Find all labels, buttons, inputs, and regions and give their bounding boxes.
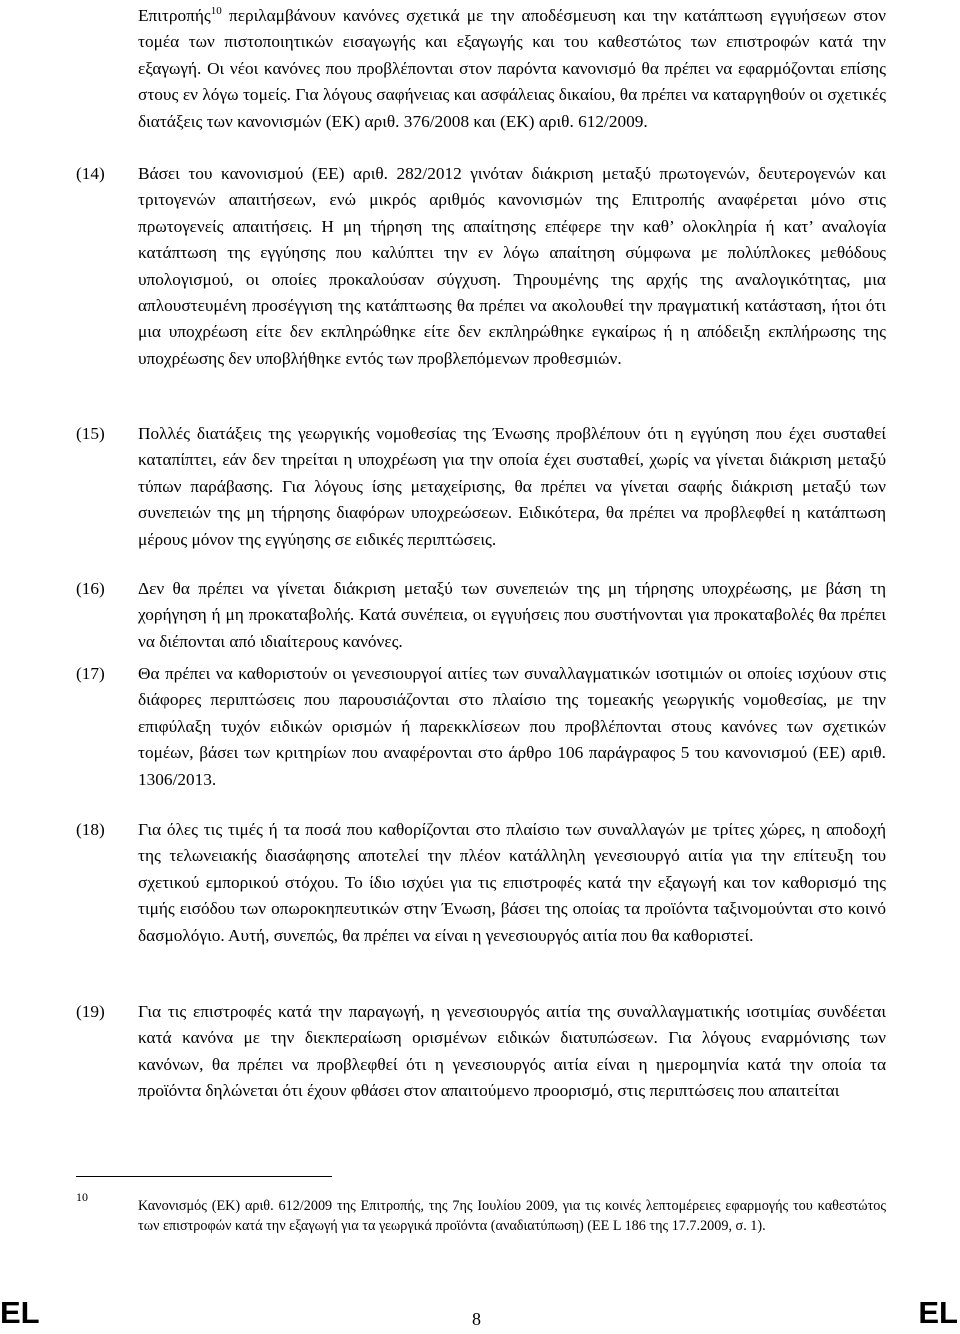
paragraph-text: Επιτροπής <box>138 6 211 25</box>
paragraph-19: Για τις επιστροφές κατά την παραγωγή, η γενεσιουργός αιτία της συναλλαγματικής ισοτιμίας συνδέεται κατά κανόνα με την διεκπεραίωση ορισμένων ειδικών διατυπώσεων. Για λόγους εναρμόνισης των κανόνων, θα πρέπει να προβλεφθεί ότι η γενεσιουργός αιτία είναι η ημερομηνία κατά την οποία τα προϊόντα δηλώνεται ότι έχουν φθάσει στον απαιτούμενο προορισμό, στις περιπτώσεις που απαιτείται <box>138 1002 886 1101</box>
page-number: 8 <box>472 1309 481 1329</box>
paragraph-17: Θα πρέπει να καθοριστούν οι γενεσιουργοί αιτίες των συναλλαγματικών ισοτιμιών οι οποίες ισχύουν στις διάφορες περιπτώσεις που παρουσιάζονται στο πλαίσιο της τομεακής γεωργικής νομοθεσίας, με την επιφύλαξη τυχόν ειδικών ορισμών ή παρεκκλίσεων που προβλέπονται στους κανόνες των σχετικών τομέων, βάσει των κριτηρίων που αναφέρονται στο άρθρο 106 παράγραφος 5 του κανονισμού (ΕΕ) αριθ. 1306/2013. <box>138 664 886 789</box>
paragraph-text: περιλαμβάνουν κανόνες σχετικά με την αποδέσμευση και την κατάπτωση εγγυήσεων στον τομέα των πιστοποιητικών εισαγωγής και εξαγωγής και του καθεστώτος των επιστροφών κατά την εξαγωγή. Οι νέοι κανόνες που προβλέπονται στον παρόντα κανονισμό θα πρέπει να εφαρμόζονται επίσης στους εν λόγω τομείς. Για λόγους σαφήνειας και ασφάλειας δικαίου, θα πρέπει να καταργηθούν οι σχετικές διατάξεις των κανονισμών (ΕΚ) αριθ. 376/2008 και (ΕΚ) αριθ. 612/2009. <box>138 6 886 131</box>
footnote-text: Κανονισμός (ΕΚ) αριθ. 612/2009 της Επιτροπής, της 7ης Ιουλίου 2009, για τις κοινές λεπτομέρειες εφαρμογής του καθεστώτος των επιστροφών κατά την εξαγωγή για τα γεωργικά προϊόντα (αναδιατύπωση) (ΕΕ L 186 της 17.7.2009, σ. 1). <box>138 1198 886 1234</box>
footnote-number: 10 <box>76 1190 88 1204</box>
paragraph-number: (14) <box>76 164 105 183</box>
footnote-divider <box>76 1176 332 1177</box>
paragraph-16: Δεν θα πρέπει να γίνεται διάκριση μεταξύ των συνεπειών της μη τήρησης υποχρέωσης, με βάση τη χορήγηση ή μη προκαταβολής. Κατά συνέπεια, οι εγγυήσεις που συστήνονται για προκαταβολές θα πρέπει να διέπονται από ιδιαίτερους κανόνες. <box>138 579 886 651</box>
paragraph-number: (16) <box>76 579 105 598</box>
paragraph-number: (18) <box>76 820 105 839</box>
paragraph-number: (19) <box>76 1002 105 1021</box>
language-code-right: EL <box>918 1295 958 1330</box>
paragraph-13-continuation <box>138 3 886 135</box>
paragraph-18: Για όλες τις τιμές ή τα ποσά που καθορίζονται στο πλαίσιο των συναλλαγών με τρίτες χώρες, η αποδοχή της τελωνειακής διασάφησης αποτελεί την πλέον κατάλληλη γενεσιουργό αιτία για την επίτευξη του σχετικού εμπορικού στόχου. Το ίδιο ισχύει για τις επιστροφές κατά την εξαγωγή και τον καθορισμό της τιμής εισόδου των οπωροκηπευτικών στην Ένωση, βάσει της οποίας τα προϊόντα ταξινομούνται στο κοινό δασμολόγιο. Αυτή, συνεπώς, θα πρέπει να είναι η γενεσιουργός αιτία που θα καθοριστεί. <box>138 820 886 945</box>
language-code-left: EL <box>0 1295 40 1330</box>
footnote-reference[interactable]: 10 <box>210 5 222 17</box>
paragraph-14: Βάσει του κανονισμού (ΕΕ) αριθ. 282/2012 γινόταν διάκριση μεταξύ πρωτογενών, δευτερογενών και τριτογενών απαιτήσεων, ενώ μικρός αριθμός κανονισμών της Επιτροπής αναφέρεται μόνο στις πρωτογενείς απαιτήσεις. Η μη τήρηση της απαίτησης επέφερε την καθ’ ολοκληρία ή κατ’ αναλογία κατάπτωση της εγγύησης που καλύπτει την εν λόγω απαίτηση σύμφωνα με πολύπλοκες μεθόδους υπολογισμού, οι οποίες προκαλούσαν σύγχυση. Τηρουμένης της αρχής της αναλογικότητας, μια απλουστευμένη προσέγγιση της κατάπτωσης θα πρέπει να ακολουθεί την πραγματική κατάσταση, ήτοι ότι μια υποχρέωση είτε δεν εκπληρώθηκε είτε δεν εκπληρώθηκε εγκαίρως ή η απόδειξη εκπλήρωσης της υποχρέωσης δεν υποβλήθηκε εντός των προβλεπόμενων προθεσμιών. <box>138 164 886 368</box>
paragraph-15: Πολλές διατάξεις της γεωργικής νομοθεσίας της Ένωσης προβλέπουν ότι η εγγύηση που έχει συσταθεί καταπίπτει, εάν δεν τηρείται η υποχρέωση για την οποία έχει συσταθεί, χωρίς να γίνεται διάκριση μεταξύ τύπων παράβασης. Για λόγους ίσης μεταχείρισης, θα πρέπει να γίνεται σαφής διάκριση μεταξύ των συνεπειών της μη τήρησης διαφόρων υποχρεώσεων. Ειδικότερα, θα πρέπει να προβλεφθεί η κατάπτωση μέρους μόνον της εγγύησης σε ειδικές περιπτώσεις. <box>138 424 886 549</box>
paragraph-number: (15) <box>76 424 105 443</box>
paragraph-number: (17) <box>76 664 105 683</box>
